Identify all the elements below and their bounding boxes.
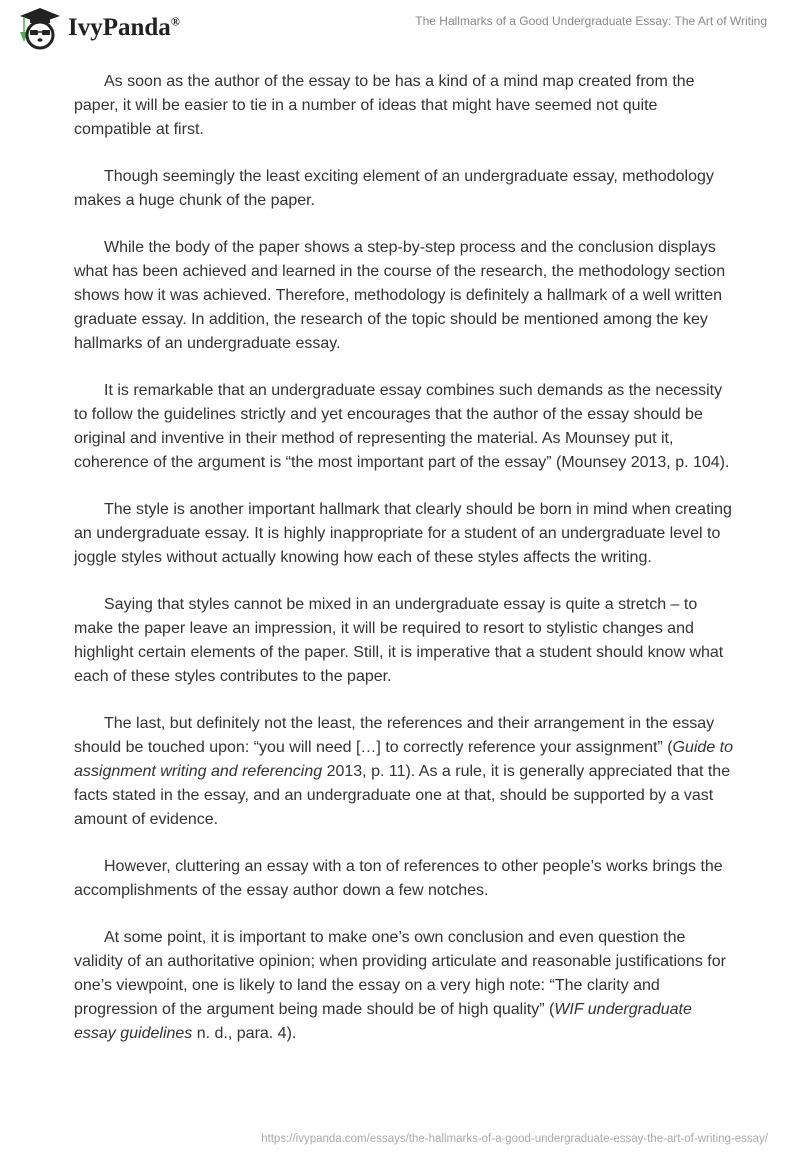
paragraph-text: n. d., para. 4). <box>192 1025 297 1042</box>
paragraph-text: As soon as the author of the essay to be has a kind of a mind map created from the paper, it will be easier to tie in a number of ideas that might have seemed not quite compatible at first. <box>74 73 695 138</box>
citation-title: Guide to assignment writing and referencing <box>74 739 734 780</box>
paragraph-text: The style is another important hallmark that clearly should be born in mind when creating an undergraduate essay. It is highly inappropriate for a student of an undergraduate level to joggle styles without actually knowing how each of these styles affects the writing. <box>74 501 732 566</box>
essay-paragraph <box>74 379 734 475</box>
paragraph-text: It is remarkable that an undergraduate essay combines such demands as the necessity to follow the guidelines strictly and yet encourages that the author of the essay should be original and inventive in their method of representing the material. As Mounsey put it, coherence of the argument is “the most important part of the essay” (Mounsey 2013, p. 104). <box>74 382 730 471</box>
document-title: The Hallmarks of a Good Undergraduate Essay: The Art of Writing <box>415 14 767 28</box>
essay-paragraph <box>74 70 734 142</box>
essay-paragraph <box>74 593 734 689</box>
essay-paragraph <box>74 926 734 1046</box>
essay-paragraph <box>74 855 734 903</box>
paragraph-text: At some point, it is important to make one’s own conclusion and even question the validity of an authoritative opinion; when providing articulate and reasonable justifications for one’s viewpoint, one is likely to land the essay on a very high note: “The clarity and progression of the argument being made should be of high quality” ( <box>74 929 726 1018</box>
essay-body <box>74 70 734 1069</box>
paragraph-text: Saying that styles cannot be mixed in an undergraduate essay is quite a stretch – to make the paper leave an impression, it will be required to resort to stylistic changes and highlight certain elements of the paper. Still, it is imperative that a student should know what each of these styles contributes to the paper. <box>74 596 724 685</box>
ivypanda-logo[interactable] <box>18 6 180 50</box>
essay-paragraph <box>74 236 734 356</box>
paragraph-text: Though seemingly the least exciting element of an undergraduate essay, methodology makes a huge chunk of the paper. <box>74 168 714 209</box>
citation-title: WIF undergraduate essay guidelines <box>74 1001 692 1042</box>
page-header <box>0 0 800 50</box>
logo-text <box>68 14 180 42</box>
panda-graduate-icon <box>18 6 62 50</box>
paragraph-text: While the body of the paper shows a step-by-step process and the conclusion displays what has been achieved and learned in the course of the research, the methodology section shows how it was achieved. Therefore, methodology is definitely a hallmark of a well written graduate essay. In addition, the research of the topic should be mentioned among the key hallmarks of an undergraduate essay. <box>74 239 726 352</box>
paragraph-text: 2013, p. 11). As a rule, it is generally appreciated that the facts stated in the essay, and an undergraduate one at that, should be supported by a vast amount of evidence. <box>74 763 731 828</box>
registered-mark: ® <box>170 14 180 29</box>
logo-name: IvyPanda <box>68 14 171 41</box>
essay-paragraph <box>74 712 734 832</box>
paragraph-text: However, cluttering an essay with a ton of references to other people’s works brings the accomplishments of the essay author down a few notches. <box>74 858 723 899</box>
essay-paragraph <box>74 498 734 570</box>
paragraph-text: The last, but definitely not the least, the references and their arrangement in the essay should be touched upon: “you will need […] to correctly reference your assignment” ( <box>74 715 715 756</box>
footer-url[interactable]: https://ivypanda.com/essays/the-hallmarks-of-a-good-undergraduate-essay-the-art-of-writing-essay/ <box>261 1133 768 1145</box>
essay-paragraph <box>74 165 734 213</box>
